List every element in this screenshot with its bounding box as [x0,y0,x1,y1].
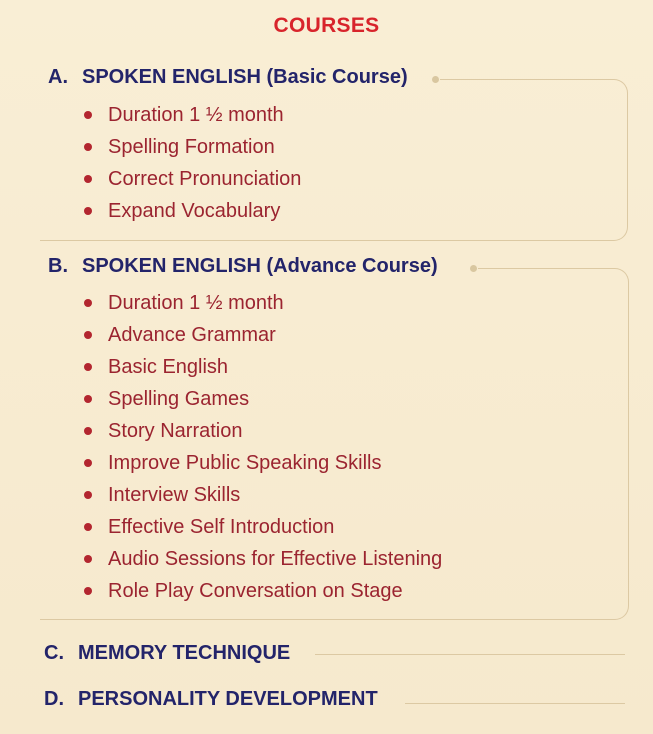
list-item [84,543,442,575]
bullet-icon [84,175,92,183]
list-item-label: Expand Vocabulary [108,200,281,222]
section-b-frame-bottom [40,619,490,620]
bullet-icon [84,491,92,499]
list-item-label: Spelling Formation [108,136,275,158]
list-item [84,575,442,607]
list-item [84,195,301,227]
list-item [84,383,442,415]
section-d-title: PERSONALITY DEVELOPMENT [78,688,378,710]
list-item [84,163,301,195]
list-item-label: Effective Self Introduction [108,516,335,538]
bullet-icon [84,427,92,435]
list-item-label: Advance Grammar [108,324,276,346]
section-c-heading [44,642,290,665]
list-item-label: Basic English [108,356,229,378]
section-c-letter: C. [44,642,64,664]
section-a-heading [48,66,408,89]
bullet-icon [84,459,92,467]
bullet-icon [84,331,92,339]
list-item-label: Improve Public Speaking Skills [108,452,382,474]
list-item-label: Correct Pronunciation [108,168,302,190]
bullet-icon [84,587,92,595]
section-a-connector-dot [432,76,439,83]
section-b-letter: B. [48,255,68,277]
list-item [84,447,442,479]
page-title: COURSES [273,14,380,37]
bullet-icon [84,207,92,215]
section-d-letter: D. [44,688,64,710]
bullet-icon [84,363,92,371]
section-a-frame [440,79,628,241]
list-item-label: Duration 1 ½ month [108,104,284,126]
list-item [84,479,442,511]
list-item [84,131,301,163]
bullet-icon [84,523,92,531]
list-item [84,319,442,351]
section-b-connector-dot [470,265,477,272]
section-a-letter: A. [48,66,68,88]
list-item [84,511,442,543]
bullet-icon [84,111,92,119]
list-item-label: Audio Sessions for Effective Listening [108,548,443,570]
section-c-title: MEMORY TECHNIQUE [78,642,291,664]
list-item-label: Duration 1 ½ month [108,292,284,314]
section-a-title: SPOKEN ENGLISH (Basic Course) [82,66,408,88]
section-b-title: SPOKEN ENGLISH (Advance Course) [82,255,438,277]
section-a-frame-bottom [40,240,452,241]
list-item-label: Spelling Games [108,388,250,410]
section-b-heading [48,255,438,278]
bullet-icon [84,555,92,563]
section-b-frame [478,268,629,620]
section-c-rule [315,654,625,655]
list-item-label: Story Narration [108,420,243,442]
bullet-icon [84,299,92,307]
list-item [84,351,442,383]
bullet-icon [84,143,92,151]
list-item [84,287,442,319]
list-item [84,99,301,131]
list-item-label: Interview Skills [108,484,241,506]
list-item-label: Role Play Conversation on Stage [108,580,403,602]
section-b-list [84,287,442,607]
section-d-rule [405,703,625,704]
bullet-icon [84,395,92,403]
list-item [84,415,442,447]
section-a-list [84,99,301,227]
section-d-heading [44,688,378,711]
